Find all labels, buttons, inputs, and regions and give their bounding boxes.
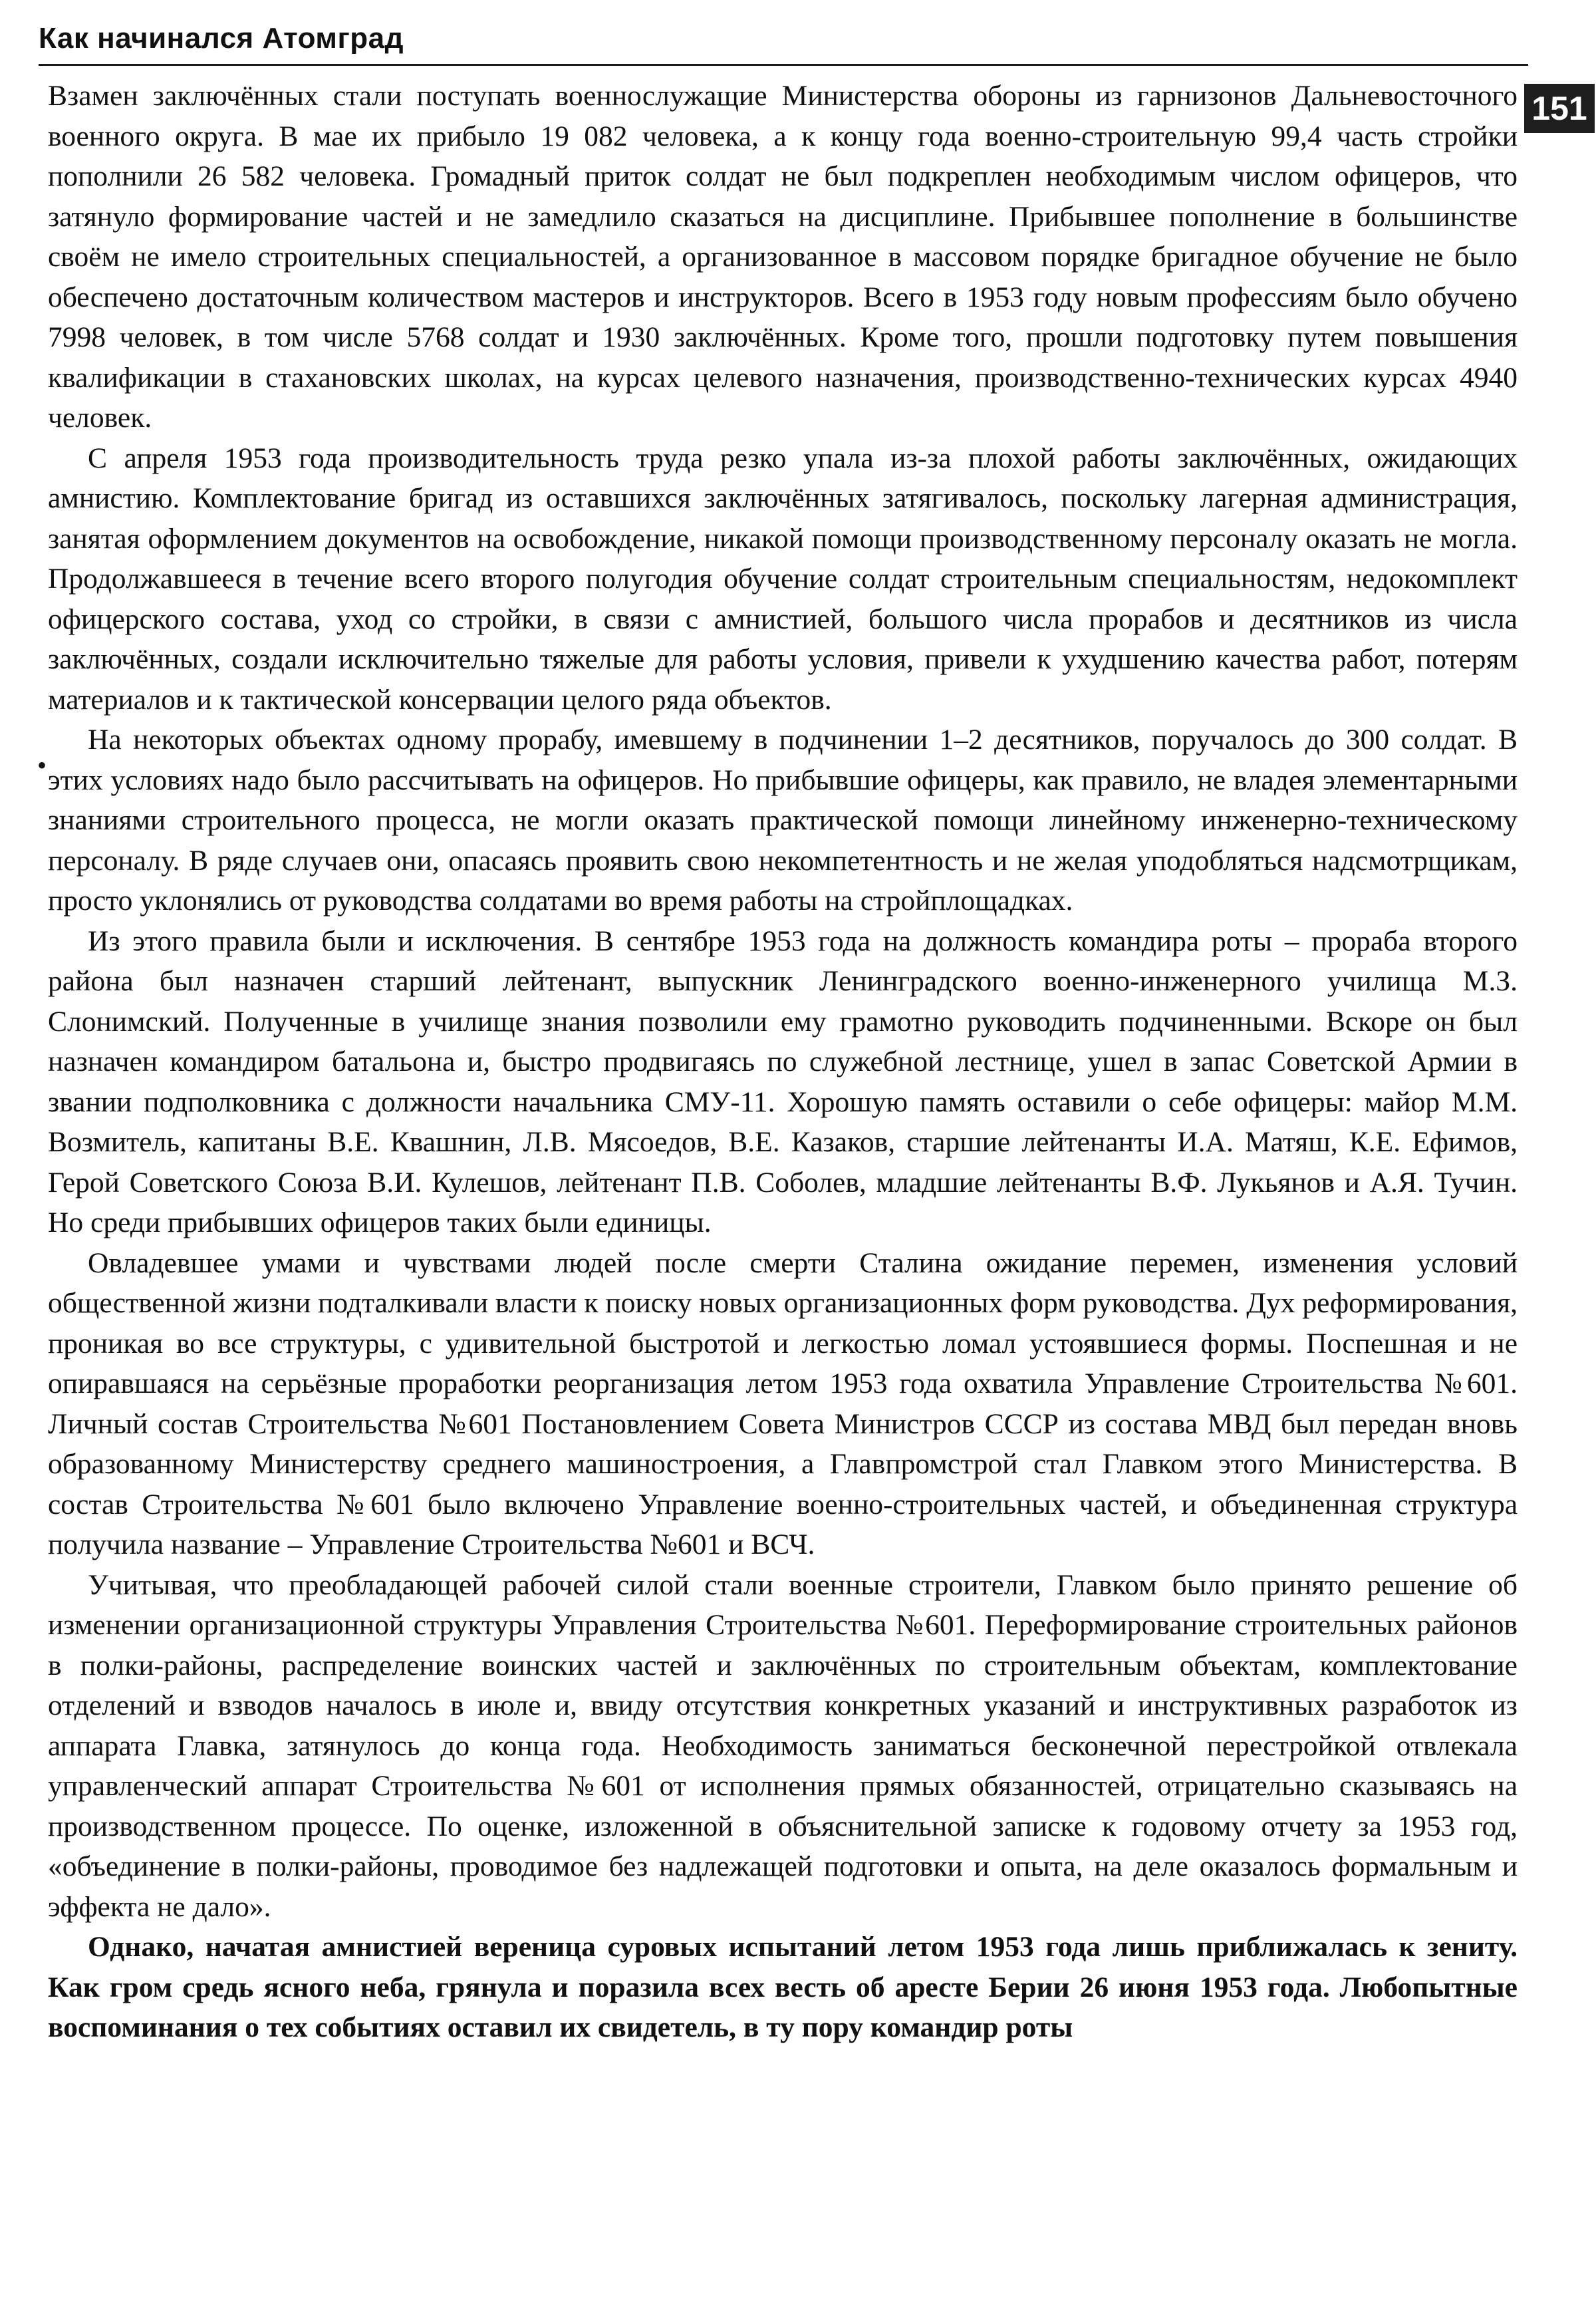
running-title: Как начинался Атомград [39, 22, 404, 55]
paragraph-3: На некоторых объектах одному прорабу, имевшему в подчинении 1–2 десятников, поручалось до 300 солдат. В этих условиях надо было рассчитывать на офицеров. Но прибывшие офицеры, как правило, не владея элементарными знаниями строительного процесса, не могли оказать практической помощи линейному инженерно-техническому персоналу. В ряде случаев они, опасаясь проявить свою некомпетентность и не желая уподобляться надсмотрщикам, просто уклонялись от руководства солдатами во время работы на стройплощадках. [48, 724, 1518, 917]
paragraph-1: Взамен заключённых стали поступать военнослужащие Министерства обороны из гарнизонов Дальневосточного военного округа. В мае их прибыло 19 082 человека, а к концу года военно-строительную 99,4 часть стройки пополнили 26 582 человека. Громадный приток солдат не был подкреплен необходимым числом офицеров, что затянуло формирование частей и не замедлило сказаться на дисциплине. Прибывшее пополнение в большинстве своём не имело строительных специальностей, а организованное в массовом порядке бригадное обучение не было обеспечено достаточным количеством мастеров и инструкторов. Всего в 1953 году новым профессиям было обучено 7998 человек, в том числе 5768 солдат и 1930 заключённых. Кроме того, прошли подготовку путем повышения квалификации в стахановских школах, на курсах целевого назначения, производственно-технических курсах 4940 человек. [48, 80, 1518, 434]
paragraph-2: С апреля 1953 года производительность труда резко упала из-за плохой работы заключённых, ожидающих амнистию. Комплектование бригад из оставшихся заключённых затягивалось, поскольку лагерная администрация, занятая оформлением документов на освобождение, никакой помощи производственному персоналу оказать не могла. Продолжавшееся в течение всего второго полугодия обучение солдат строительным специальностям, недокомплект офицерского состава, уход со стройки, в связи с амнистией, большого числа прорабов и десятников из числа заключённых, создали исключительно тяжелые для работы условия, привели к ухудшению качества работ, потерям материалов и к тактической консервации целого ряда объектов. [48, 442, 1518, 716]
paragraph-4: Из этого правила были и исключения. В сентябре 1953 года на должность командира роты – прораба второго района был назначен старший лейтенант, выпускник Ленинградского военно-инженерного училища М.З. Слонимский. Полученные в училище знания позволили ему грамотно руководить подчиненными. Вскоре он был назначен командиром батальона и, быстро продвигаясь по служебной лестнице, ушел в запас Советской Армии в звании подполковника с должности начальника СМУ-11. Хорошую память оставили о себе офицеры: майор М.М. Возмитель, капитаны В.Е. Квашнин, Л.В. Мясоедов, В.Е. Казаков, старшие лейтенанты И.А. Матяш, К.Е. Ефимов, Герой Советского Союза В.И. Кулешов, лейтенант П.В. Соболев, младшие лейтенанты В.Ф. Лукьянов и А.Я. Тучин. Но среди прибывших офицеров таких были единицы. [48, 925, 1518, 1238]
header-rule [39, 64, 1528, 66]
paragraph-7: Однако, начатая амнистией вереница суровых испытаний летом 1953 года лишь приближалась к зениту. Как гром средь ясного неба, грянула и поразила всех весть об аресте Берии 26 июня 1953 года. Любопытные воспоминания о тех событиях оставил их свидетель, в ту пору командир роты [48, 1931, 1518, 2043]
paragraph-5: Овладевшее умами и чувствами людей после смерти Сталина ожидание перемен, изменения условий общественной жизни подталкивали власти к поиску новых организационных форм руководства. Дух реформирования, проникая во все структуры, с удивительной быстротой и легкостью ломал устоявшиеся формы. Поспешная и не опиравшаяся на серьёзные проработки реорганизация летом 1953 года охватила Управление Строительства №601. Личный состав Строительства №601 Постановлением Совета Министров СССР из состава МВД был передан вновь образованному Министерству среднего машиностроения, а Главпромстрой стал Главком этого Министерства. В состав Строительства №601 было включено Управление военно-строительных частей, и объединенная структура получила название – Управление Строительства №601 и ВСЧ. [48, 1246, 1518, 1560]
page-number-badge: 151 [1524, 84, 1595, 133]
paragraph-6: Учитывая, что преобладающей рабочей силой стали военные строители, Главком было принято решение об изменении организационной структуры Управления Строительства №601. Переформирование строительных районов в полки-районы, распределение воинских частей и заключённых по строительным объектам, комплектование отделений и взводов началось в июле и, ввиду отсутствия конкретных указаний и инструктивных разработок из аппарата Главка, затянулось до конца года. Необходимость заниматься бесконечной перестройкой отвлекала управленческий аппарат Строительства №601 от исполнения прямых обязанностей, отрицательно сказываясь на производственном процессе. По оценке, изложенной в объяснительной записке к годовому отчету за 1953 год, «объединение в полки-районы, проводимое без надлежащей подготовки и опыта, на деле оказалось формальным и эффекта не дало». [48, 1568, 1518, 1923]
margin-bullet-mark: • [37, 750, 47, 780]
body-text [48, 76, 1518, 2048]
